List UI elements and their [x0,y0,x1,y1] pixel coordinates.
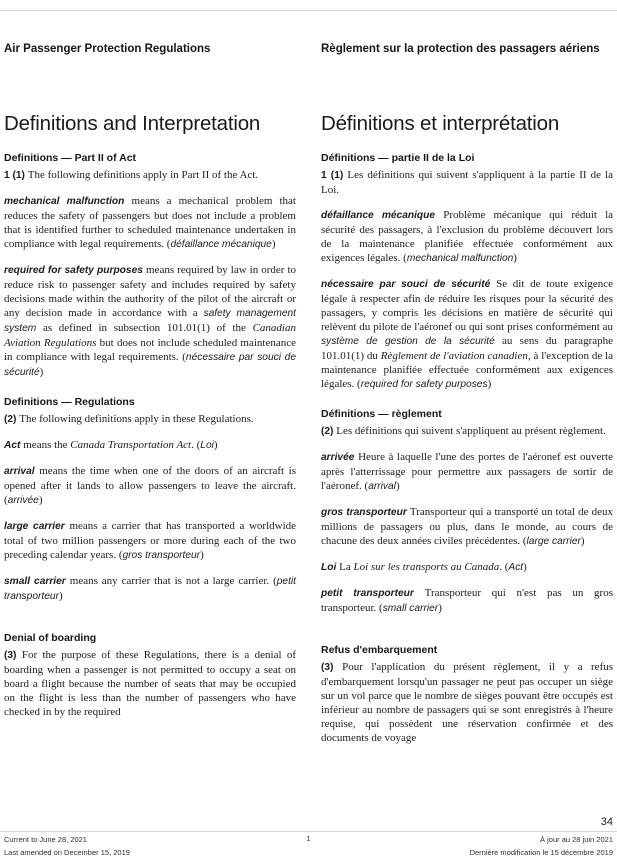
doc-title-english: Air Passenger Protection Regulations [4,43,211,55]
paragraph: (2) The following definitions apply in these Regulations. [4,413,254,425]
paragraph: mechanical malfunction means a mechanical problem that reduces the safety of passengers but does not include a problem that is identified further to scheduled maintenance undertaken in compliance with legal requirements. (défaillance mécanique) [4,195,296,250]
main-heading: Définitions et interprétation [321,112,560,135]
page-number: 34 [600,816,613,828]
header-column-french [321,42,613,57]
paragraph: gros transporteur Transporteur qui a transporté un total de deux millions de passagers ou plus, dans le monde, au cours de chacune des deux années civiles précédentes. (large carrier) [321,506,613,547]
footer-amended-date-english: Last amended on December 15, 2019 [4,848,130,857]
paragraph: petit transporteur Transporteur qui n'est pas un gros transporteur. (small carrier) [321,587,613,614]
paragraph: (3) For the purpose of these Regulations, there is a denial of boarding when a passenger is not permitted to occupy a seat on board a flight because the number of seats that may be occupied on the flight is less than the number of passengers who have checked in by the required [4,649,296,718]
footer-current-date-english: Current to June 28, 2021 [4,835,87,844]
paragraph: défaillance mécanique Problème mécanique qui réduit la sécurité des passagers, à l'exclusion du problème découvert lors de la maintenance planifiée effectuée conformément aux exigences légales. (mechanical malfunction) [321,209,614,264]
footer-sheet-number: 1 [306,834,311,843]
paragraph: small carrier means any carrier that is not a large carrier. (petit transporteur) [4,575,296,602]
paragraph: arrival means the time when one of the doors of an aircraft is opened after it lands to allow passengers to leave the aircraft. (arrivée) [4,465,296,506]
footer-amended-date-french: Dernière modification le 15 décembre 2019 [469,848,613,857]
marginal-note-heading: Definitions — Part II of Act [4,152,137,164]
document-body [4,112,613,756]
marginal-note-heading: Définitions — partie II de la Loi [321,152,475,164]
footer-french [470,833,613,859]
marginal-note-heading: Définitions — règlement [321,408,442,420]
marginal-note-heading: Refus d'embarquement [321,644,438,656]
marginal-note-heading: Definitions — Regulations [4,396,135,408]
footer-current-date-french: À jour au 28 juin 2021 [540,835,613,844]
paragraph: 1 (1) Les définitions qui suivent s'appliquent à la partie II de la Loi. [321,169,613,196]
paragraph: large carrier means a carrier that has transported a worldwide total of two million passengers or more during each of the two preceding calendar years. (gros transporteur) [4,520,297,561]
marginal-note-heading: Denial of boarding [4,632,97,644]
column-english [4,112,296,756]
top-rule [0,10,617,11]
paragraph: 1 (1) The following definitions apply in Part II of the Act. [4,169,259,181]
paragraph: Act means the Canada Transportation Act. (Loi) [4,439,218,451]
paragraph: Loi La Loi sur les transports au Canada. (Act) [321,561,527,573]
paragraph: (2) Les définitions qui suivent s'appliquent au présent règlement. [321,425,606,437]
header-column-english [4,42,296,57]
document-header [4,42,613,57]
paragraph: (3) Pour l'application du présent règlement, il y a refus d'embarquement lorsqu'un passager ne peut pas occuper un siège sur un vol parce que le nombre de sièges pouvant être occupés est inférieur au nombre de passagers qui se sont enregistrés à l'heure requise, qui possèdent une réservation confirmée et des documents de voyage [321,661,614,744]
paragraph: arrivée Heure à laquelle l'une des portes de l'aéronef est ouverte après l'atterrissage pour permettre aux passagers de sortir de l'aéronef. (arrival) [321,451,613,492]
doc-title-french: Règlement sur la protection des passagers aériens [321,43,600,55]
column-french [321,112,613,756]
paragraph: required for safety purposes means required by law in order to reduce risk to passenger safety and includes required by safety decisions made within the authority of the pilot of the aircraft or any decision made in accordance with a safety management system as defined in subsection 101.01(1) of the Canadian Aviation Regulations but does not include scheduled maintenance in compliance with legal requirements. (nécessaire par souci de sécurité) [4,264,296,378]
main-heading: Definitions and Interpretation [4,112,261,135]
document-footer [4,832,613,859]
paragraph: nécessaire par souci de sécurité Se dit de toute exigence légale à respecter afin de réduire les risques pour la sécurité des passagers, y compris les décisions en matière de sécurité qui relèvent du pilote de l'aéronef ou qui sont prises conformément au système de gestion de la sécurité au sens du paragraphe 101.01(1) du Règlement de l'aviation canadien, à l'exception de la maintenance planifiée effectuée conformément aux exigences légales. (required for safety purposes) [321,278,614,390]
